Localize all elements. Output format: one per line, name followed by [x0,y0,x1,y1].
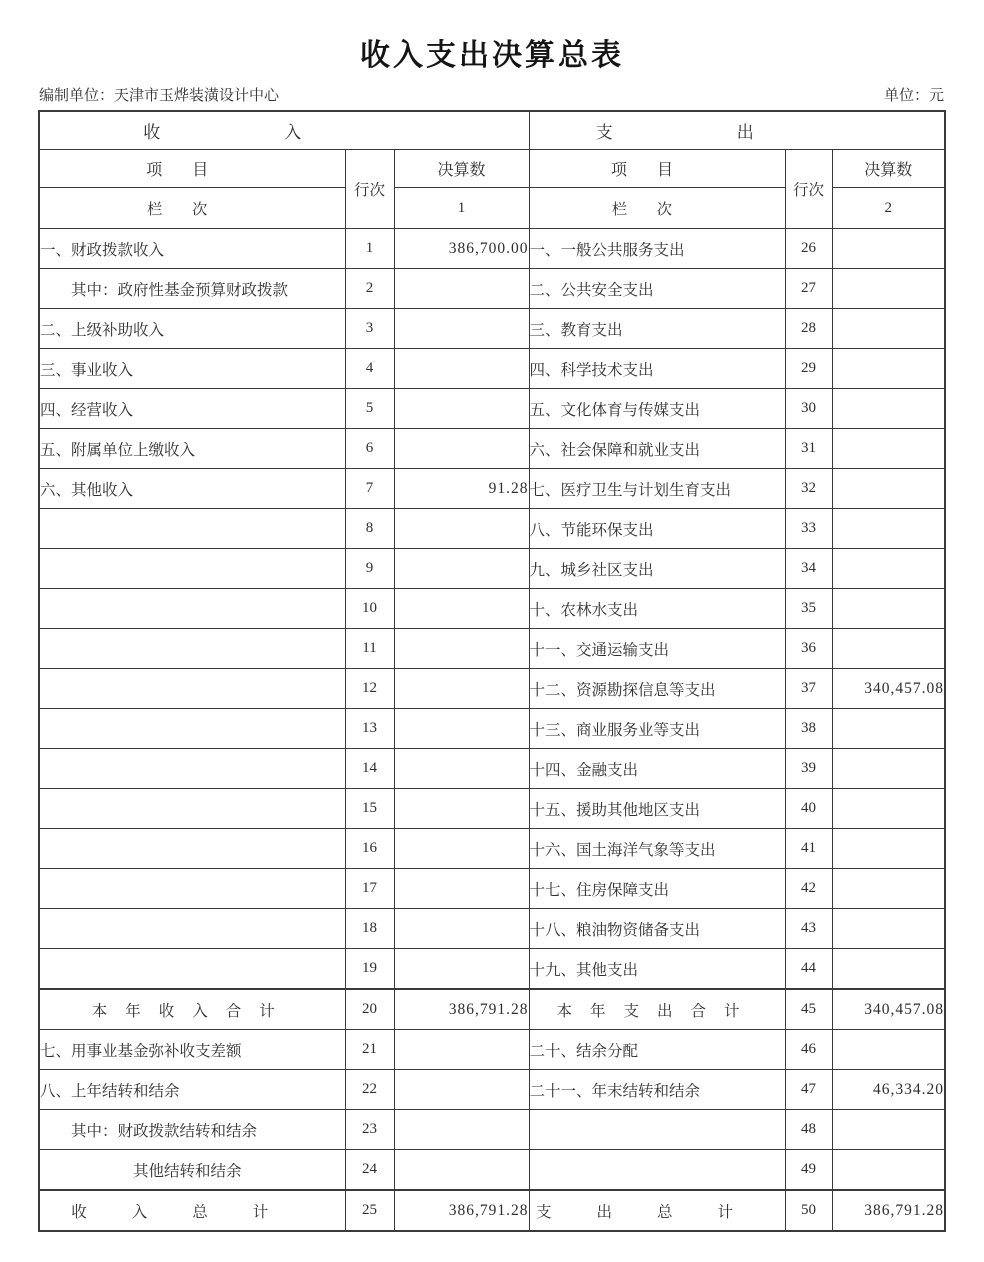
income-value-cell [394,589,529,629]
meta-row [39,84,944,105]
table-row [39,349,945,389]
expense-rowno-cell: 50 [785,1190,832,1231]
income-item-cell: 六、其他收入 [39,469,345,509]
income-item-cell [39,669,345,709]
expense-item-cell: 五、文化体育与传媒支出 [529,389,785,429]
expense-value-cell [832,1030,945,1070]
income-rowno-cell: 23 [345,1110,394,1150]
income-section-header: 收入 [39,111,529,150]
expense-rowno-cell: 49 [785,1150,832,1191]
income-value-cell [394,509,529,549]
income-rowno-cell: 22 [345,1070,394,1110]
expense-item-cell: 二、公共安全支出 [529,269,785,309]
expense-value-cell [832,949,945,990]
table-row [39,269,945,309]
expense-rowno-cell: 43 [785,909,832,949]
income-value-cell: 386,700.00 [394,229,529,269]
table-row [39,1190,945,1231]
income-rowno-cell: 2 [345,269,394,309]
table-row [39,789,945,829]
expense-item-cell: 三、教育支出 [529,309,785,349]
expense-item-cell: 十五、援助其他地区支出 [529,789,785,829]
table-row [39,909,945,949]
income-value-cell [394,1150,529,1191]
income-value-cell [394,869,529,909]
expense-rowno-cell: 42 [785,869,832,909]
income-value-cell [394,1030,529,1070]
expense-item-cell [529,1150,785,1191]
expense-value-cell: 340,457.08 [832,669,945,709]
expense-item-cell: 十一、交通运输支出 [529,629,785,669]
income-item-cell: 三、事业收入 [39,349,345,389]
report-table [38,110,946,1232]
income-value-cell [394,789,529,829]
expense-value-cell: 46,334.20 [832,1070,945,1110]
expense-item-cell: 支出总计 [529,1190,785,1231]
expense-rowno-cell: 45 [785,989,832,1030]
expense-lane-col-header: 栏次 [529,188,785,229]
expense-rowno-cell: 29 [785,349,832,389]
expense-amount-col-header: 决算数 [832,150,945,188]
expense-item-cell: 十六、国土海洋气象等支出 [529,829,785,869]
prepared-by-label: 编制单位：天津市玉烨装潢设计中心 [39,88,280,104]
income-rowno-cell: 1 [345,229,394,269]
expense-rowno-cell: 37 [785,669,832,709]
income-value-cell [394,1070,529,1110]
expense-rowno-col-header: 行次 [785,150,832,229]
table-row [39,709,945,749]
table-row [39,229,945,269]
table-row [39,949,945,990]
table-row [39,549,945,589]
table-row [39,589,945,629]
table-row [39,749,945,789]
income-value-cell [394,549,529,589]
expense-item-cell: 十、农林水支出 [529,589,785,629]
expense-rowno-cell: 39 [785,749,832,789]
expense-item-cell: 二十、结余分配 [529,1030,785,1070]
income-rowno-cell: 19 [345,949,394,990]
expense-value-cell [832,309,945,349]
expense-rowno-cell: 32 [785,469,832,509]
expense-value-cell [832,389,945,429]
table-row [39,509,945,549]
expense-col-number: 2 [832,188,945,229]
income-item-cell: 其中：财政拨款结转和结余 [39,1110,345,1150]
expense-rowno-cell: 44 [785,949,832,990]
expense-rowno-cell: 26 [785,229,832,269]
expense-value-cell [832,629,945,669]
income-rowno-cell: 7 [345,469,394,509]
income-rowno-cell: 5 [345,389,394,429]
table-row [39,869,945,909]
table-row [39,389,945,429]
income-value-cell [394,829,529,869]
expense-rowno-cell: 38 [785,709,832,749]
income-item-cell [39,869,345,909]
expense-item-cell: 九、城乡社区支出 [529,549,785,589]
expense-item-cell: 四、科学技术支出 [529,349,785,389]
income-item-cell: 一、财政拨款收入 [39,229,345,269]
income-rowno-cell: 14 [345,749,394,789]
income-lane-col-header: 栏次 [39,188,345,229]
income-item-cell [39,629,345,669]
expense-rowno-cell: 41 [785,829,832,869]
expense-rowno-cell: 30 [785,389,832,429]
expense-item-cell: 十八、粮油物资储备支出 [529,909,785,949]
income-item-cell [39,789,345,829]
income-item-cell: 五、附属单位上缴收入 [39,429,345,469]
expense-item-col-header: 项目 [529,150,785,188]
income-value-cell [394,949,529,990]
expense-value-cell: 386,791.28 [832,1190,945,1231]
income-rowno-cell: 4 [345,349,394,389]
expense-value-cell [832,549,945,589]
column-header-row [39,150,945,188]
expense-item-cell: 十二、资源勘探信息等支出 [529,669,785,709]
income-value-cell [394,909,529,949]
income-item-cell [39,549,345,589]
expense-rowno-cell: 48 [785,1110,832,1150]
expense-rowno-cell: 34 [785,549,832,589]
expense-item-cell: 七、医疗卫生与计划生育支出 [529,469,785,509]
income-rowno-cell: 13 [345,709,394,749]
expense-value-cell [832,229,945,269]
table-row [39,1030,945,1070]
expense-item-cell: 一、一般公共服务支出 [529,229,785,269]
expense-item-cell: 八、节能环保支出 [529,509,785,549]
income-rowno-cell: 12 [345,669,394,709]
income-value-cell [394,309,529,349]
expense-value-cell [832,429,945,469]
income-item-cell [39,749,345,789]
income-item-cell: 二、上级补助收入 [39,309,345,349]
income-rowno-cell: 16 [345,829,394,869]
expense-value-cell [832,469,945,509]
income-value-cell: 91.28 [394,469,529,509]
expense-item-cell: 十九、其他支出 [529,949,785,990]
income-value-cell: 386,791.28 [394,1190,529,1231]
expense-rowno-cell: 27 [785,269,832,309]
income-value-cell [394,269,529,309]
income-rowno-col-header: 行次 [345,150,394,229]
table-row [39,1110,945,1150]
income-rowno-cell: 10 [345,589,394,629]
page-title: 收入支出决算总表 [360,39,624,72]
income-rowno-cell: 24 [345,1150,394,1191]
income-rowno-cell: 6 [345,429,394,469]
income-rowno-cell: 25 [345,1190,394,1231]
income-col-number: 1 [394,188,529,229]
table-row [39,469,945,509]
expense-rowno-cell: 46 [785,1030,832,1070]
income-rowno-cell: 11 [345,629,394,669]
income-item-cell [39,949,345,990]
expense-value-cell [832,1150,945,1191]
income-value-cell [394,349,529,389]
income-value-cell [394,629,529,669]
expense-rowno-cell: 47 [785,1070,832,1110]
income-value-cell [394,749,529,789]
table-row [39,1070,945,1110]
income-rowno-cell: 20 [345,989,394,1030]
income-item-cell: 四、经营收入 [39,389,345,429]
expense-value-cell [832,589,945,629]
income-value-cell [394,1110,529,1150]
income-item-cell: 其中：政府性基金预算财政拨款 [39,269,345,309]
income-item-cell: 本年收入合计 [39,989,345,1030]
expense-value-cell [832,1110,945,1150]
expense-rowno-cell: 36 [785,629,832,669]
expense-value-cell [832,829,945,869]
income-item-cell: 收入总计 [39,1190,345,1231]
income-rowno-cell: 15 [345,789,394,829]
section-header-row [39,111,945,150]
table-row [39,669,945,709]
expense-value-cell [832,509,945,549]
table-body [39,229,945,1232]
expense-item-cell: 十四、金融支出 [529,749,785,789]
expense-value-cell [832,869,945,909]
income-value-cell [394,429,529,469]
expense-item-cell: 六、社会保障和就业支出 [529,429,785,469]
table-row [39,989,945,1030]
expense-rowno-cell: 28 [785,309,832,349]
income-item-cell: 其他结转和结余 [39,1150,345,1191]
expense-value-cell [832,269,945,309]
expense-value-cell [832,709,945,749]
expense-value-cell [832,789,945,829]
income-item-cell [39,709,345,749]
income-value-cell: 386,791.28 [394,989,529,1030]
expense-rowno-cell: 35 [785,589,832,629]
income-rowno-cell: 9 [345,549,394,589]
table-header [39,111,945,229]
income-rowno-cell: 3 [345,309,394,349]
expense-rowno-cell: 33 [785,509,832,549]
unit-label: 单位：元 [883,88,944,104]
income-rowno-cell: 8 [345,509,394,549]
expense-value-cell: 340,457.08 [832,989,945,1030]
expense-item-cell: 二十一、年末结转和结余 [529,1070,785,1110]
income-value-cell [394,709,529,749]
expense-item-cell: 本年支出合计 [529,989,785,1030]
table-row [39,429,945,469]
income-item-cell [39,829,345,869]
expense-value-cell [832,909,945,949]
expense-item-cell [529,1110,785,1150]
table-row [39,1150,945,1191]
income-rowno-cell: 17 [345,869,394,909]
expense-value-cell [832,349,945,389]
table-row [39,309,945,349]
income-value-cell [394,389,529,429]
income-rowno-cell: 18 [345,909,394,949]
income-item-cell: 八、上年结转和结余 [39,1070,345,1110]
income-item-col-header: 项目 [39,150,345,188]
income-item-cell: 七、用事业基金弥补收支差额 [39,1030,345,1070]
income-item-cell [39,509,345,549]
income-item-cell [39,909,345,949]
table-row [39,629,945,669]
expense-section-header: 支出 [529,111,945,150]
income-amount-col-header: 决算数 [394,150,529,188]
expense-rowno-cell: 40 [785,789,832,829]
expense-value-cell [832,749,945,789]
expense-rowno-cell: 31 [785,429,832,469]
income-rowno-cell: 21 [345,1030,394,1070]
expense-item-cell: 十七、住房保障支出 [529,869,785,909]
income-value-cell [394,669,529,709]
income-item-cell [39,589,345,629]
expense-item-cell: 十三、商业服务业等支出 [529,709,785,749]
table-row [39,829,945,869]
